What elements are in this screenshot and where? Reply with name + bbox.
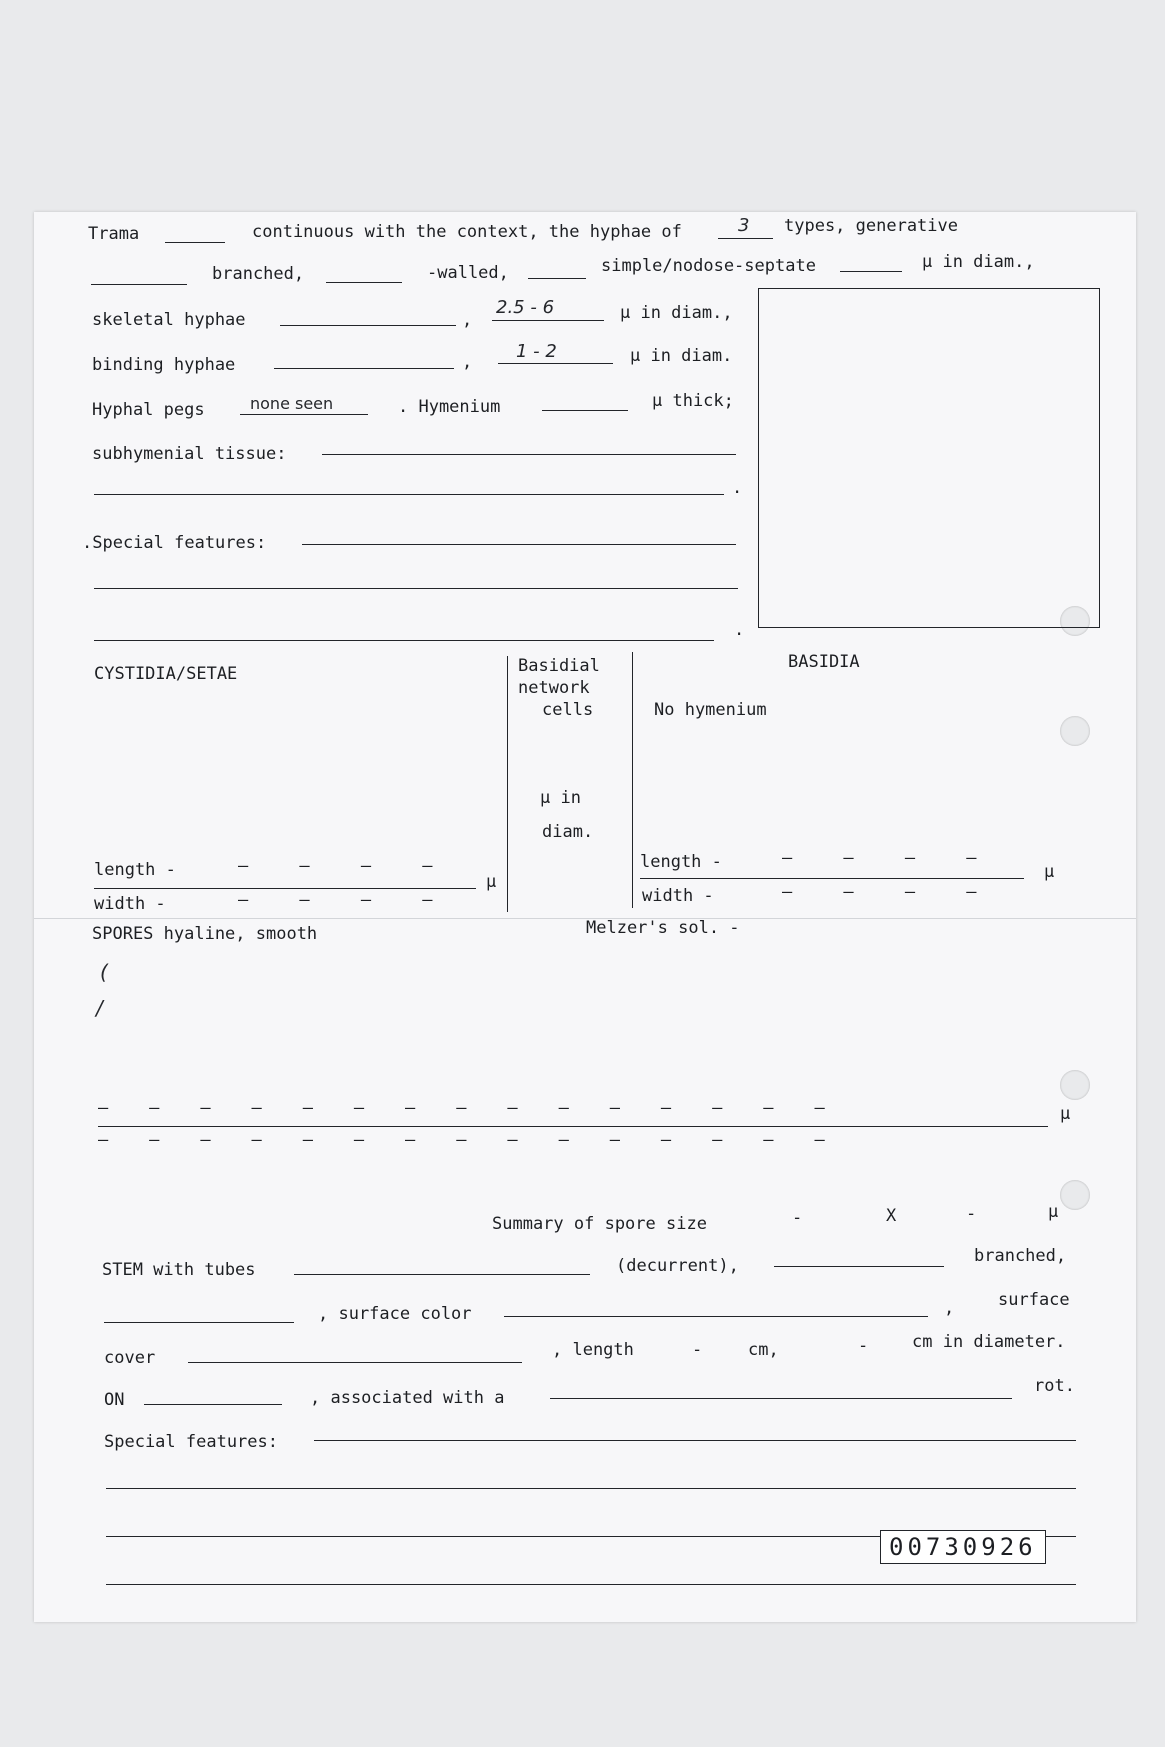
- trama-label: Trama: [88, 224, 140, 244]
- walled-text: -walled,: [427, 263, 509, 283]
- basidia-length-label: length -: [640, 852, 722, 872]
- cystidia-length-dashes: – – – –: [238, 856, 433, 876]
- basidial-header-1: Basidial: [518, 656, 600, 676]
- trama-context-text: continuous with the context, the hyphae of: [252, 222, 682, 242]
- basidia-length-dashes: – – – –: [782, 848, 977, 868]
- stem-surface: surface: [998, 1290, 1070, 1310]
- spores-label: SPORES hyaline, smooth: [92, 924, 318, 944]
- spore-mu: µ: [1060, 1104, 1071, 1124]
- cystidia-width-label: width -: [94, 894, 166, 914]
- stem-length-dash: -: [692, 1340, 703, 1360]
- skeletal-unit: µ in diam.,: [620, 303, 733, 323]
- generative-blank-2[interactable]: [326, 282, 402, 283]
- basidial-header-3: cells: [542, 700, 594, 720]
- stem-tubes-blank[interactable]: [294, 1274, 590, 1275]
- stem-special-blank-4[interactable]: [106, 1584, 1076, 1585]
- catalog-number: 00730926: [880, 1530, 1046, 1564]
- special-features-blank-1[interactable]: [302, 544, 736, 545]
- stem-surface-color: , surface color: [318, 1304, 472, 1324]
- basidia-mu: µ: [1044, 862, 1055, 882]
- generative-blank-1[interactable]: [91, 284, 187, 285]
- spore-summary-x: X: [886, 1206, 897, 1226]
- punch-hole: [1060, 1070, 1090, 1100]
- generative-diam-unit: µ in diam.,: [922, 252, 1035, 272]
- hyphal-pegs-label: Hyphal pegs: [92, 400, 205, 420]
- spore-summary-dash-1: -: [792, 1208, 803, 1228]
- stem-special-blank-1[interactable]: [314, 1440, 1076, 1441]
- spores-handwritten-mark: /: [96, 996, 103, 1020]
- notes-box[interactable]: [758, 288, 1100, 628]
- subhymenial-blank-2[interactable]: [94, 494, 724, 495]
- cystidia-mu: µ: [486, 872, 497, 892]
- hyphae-types-value: 3: [738, 215, 750, 236]
- stem-rot-blank[interactable]: [550, 1398, 1012, 1399]
- basidia-width-label: width -: [642, 886, 714, 906]
- cystidia-divider: [507, 656, 508, 912]
- basidia-header: BASIDIA: [788, 652, 860, 672]
- special-features-period: .: [734, 620, 745, 640]
- spore-summary-dash-2: -: [966, 1204, 977, 1224]
- subhymenial-period: .: [732, 478, 743, 498]
- spores-handwritten-mark: (: [100, 960, 108, 984]
- binding-diameter-blank[interactable]: [498, 363, 613, 364]
- hymenium-blank[interactable]: [542, 410, 628, 411]
- special-features-blank-3[interactable]: [94, 640, 714, 641]
- stem-cover: cover: [104, 1348, 156, 1368]
- spore-dashes-top: – – – – – – – – – – – – – – –: [98, 1098, 825, 1118]
- basidial-mu-in: µ in: [540, 788, 581, 808]
- stem-surface-comma: ,: [944, 1298, 955, 1318]
- stem-surface-color-blank[interactable]: [504, 1316, 928, 1317]
- stem-branched: branched,: [974, 1246, 1067, 1266]
- basidia-divider: [632, 652, 633, 908]
- stem-on-blank[interactable]: [144, 1404, 282, 1405]
- stem-decurrent: (decurrent),: [616, 1256, 739, 1276]
- hymenium-thick-unit: µ thick;: [652, 391, 734, 411]
- stem-on: ON: [104, 1390, 125, 1410]
- spore-measure-line[interactable]: [98, 1126, 1048, 1127]
- types-generative-text: types, generative: [784, 216, 958, 236]
- punch-hole: [1060, 716, 1090, 746]
- stem-associated: , associated with a: [310, 1388, 505, 1408]
- punch-hole: [1060, 1180, 1090, 1210]
- cystidia-width-dashes: – – – –: [238, 890, 433, 910]
- basidial-header-2: network: [518, 678, 590, 698]
- basidial-diam: diam.: [542, 822, 594, 842]
- special-features-blank-2[interactable]: [94, 588, 738, 589]
- stem-special-blank-2[interactable]: [106, 1488, 1076, 1489]
- basidia-note: No hymenium: [654, 700, 767, 720]
- binding-comma: ,: [462, 352, 473, 372]
- stem-cover-blank[interactable]: [188, 1362, 522, 1363]
- hyphae-types-blank[interactable]: [718, 238, 773, 239]
- hyphal-pegs-blank[interactable]: [240, 414, 368, 415]
- branched-text: branched,: [212, 264, 305, 284]
- basidia-width-dashes: – – – –: [782, 882, 977, 902]
- subhymenial-label: subhymenial tissue:: [92, 444, 287, 464]
- skeletal-comma: ,: [462, 310, 473, 330]
- stem-branched-blank[interactable]: [774, 1266, 944, 1267]
- binding-label: binding hyphae: [92, 355, 236, 375]
- skeletal-label: skeletal hyphae: [92, 310, 246, 330]
- hyphal-pegs-value: none seen: [250, 394, 334, 413]
- binding-unit: µ in diam.: [630, 346, 733, 366]
- trama-blank[interactable]: [165, 242, 225, 243]
- subhymenial-blank-1[interactable]: [322, 454, 736, 455]
- fold-line: [34, 918, 1136, 919]
- generative-diam-blank[interactable]: [840, 271, 902, 272]
- skeletal-blank[interactable]: [280, 325, 456, 326]
- spore-dashes-bottom: – – – – – – – – – – – – – – –: [98, 1130, 825, 1150]
- stem-cm-diameter: cm in diameter.: [912, 1332, 1066, 1352]
- binding-blank[interactable]: [274, 368, 454, 369]
- stem-cm: cm,: [748, 1340, 779, 1360]
- cystidia-header: CYSTIDIA/SETAE: [94, 664, 238, 684]
- skeletal-diameter-value: 2.5 - 6: [496, 297, 555, 318]
- melzer-label: Melzer's sol. -: [586, 918, 740, 938]
- stem-diam-dash: -: [858, 1336, 869, 1356]
- stem-special-features-label: Special features:: [104, 1432, 278, 1452]
- cystidia-length-line[interactable]: [94, 888, 476, 889]
- binding-diameter-value: 1 - 2: [516, 341, 557, 362]
- special-features-label: .Special features:: [82, 533, 267, 553]
- hymenium-label: . Hymenium: [398, 397, 501, 417]
- generative-blank-3[interactable]: [528, 278, 586, 279]
- basidia-length-line[interactable]: [640, 878, 1024, 879]
- stem-label: STEM with tubes: [102, 1260, 256, 1280]
- cystidia-length-label: length -: [94, 860, 176, 880]
- stem-rot: rot.: [1034, 1376, 1075, 1396]
- spore-summary-label: Summary of spore size: [492, 1214, 707, 1234]
- septate-text: simple/nodose-septate: [601, 256, 816, 276]
- spore-summary-mu: µ: [1048, 1202, 1059, 1222]
- skeletal-diameter-blank[interactable]: [492, 320, 604, 321]
- stem-blank-2[interactable]: [104, 1322, 294, 1323]
- stem-length: , length: [552, 1340, 634, 1360]
